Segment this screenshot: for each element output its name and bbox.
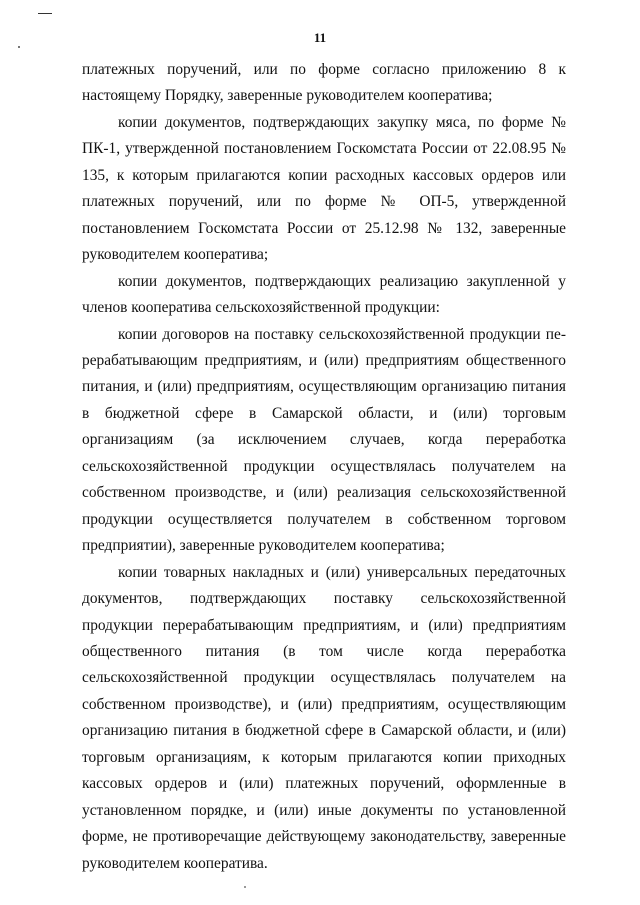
page-number: 11 [313, 30, 327, 45]
paragraph-meat-purchase-documents: копии документов, подтверждающих закупку мяса, по форме № ПК-1, утвержденной постановлением Госкомстата России от 22.08.95 № 135, к которым прилагаются копии расходных кассовых ордеров или платежных поручений, или по форме № ОП-5, утвержденной постановлением Госкомстата России от 25.12.98 № 132, заверенные руководителем кооператива; [82, 113, 566, 264]
paragraph-sales-documents-intro: копии документов, подтверждающих реализацию закупленной у членов кооператива сельскохозяйственной продукции: [82, 272, 566, 317]
document-body [82, 57, 566, 877]
paragraph-payment-orders-continuation: платежных поручений, или по форме согласно приложению 8 к настоящему Порядку, заверенные руководителем кооператива; [82, 61, 566, 105]
scan-corner-mark [38, 13, 52, 14]
paragraph-waybills-transfer-documents: копии товарных накладных и (или) универсальных передаточных документов, подтверждающих поставку сельскохозяйственной продукции перерабатывающим предприятиям, и (или) предприятиям общественного питания (в том числе когда переработка сельскохозяйственной продукции осуществлялась получателем на собственном производстве), и (или) предприятиям, осуществляющим организацию питания в бюджетной сфере в Самарской области, и (или) торговым организациям, к которым прилагаются копии приходных кассовых ордеров и (или) платежных поручений, оформленные в установленном порядке, и (или) иные документы по установленной форме, не противоречащие действующему законодательству, заверенные руководителем кооператива. [82, 563, 566, 872]
paragraph-supply-contracts: копии договоров на поставку сельскохозяйственной продукции перерабатывающим предприятиям, и (или) предприятиям общественного питания, и (или) предприятиям, осуществляющим организацию питания в бюджетной сфере в Самарской области, и (или) торговым организациям (за исключением случаев, когда переработка сельскохозяйственной продукции осуществлялась получателем на собственном производстве, и (или) реализация сельскохозяйственной продукции осуществляется получателем в собственном торговом предприятии), заверенные руководителем кооператива; [82, 325, 566, 555]
scan-speck-bottom [244, 886, 246, 888]
scan-speck [18, 46, 20, 48]
